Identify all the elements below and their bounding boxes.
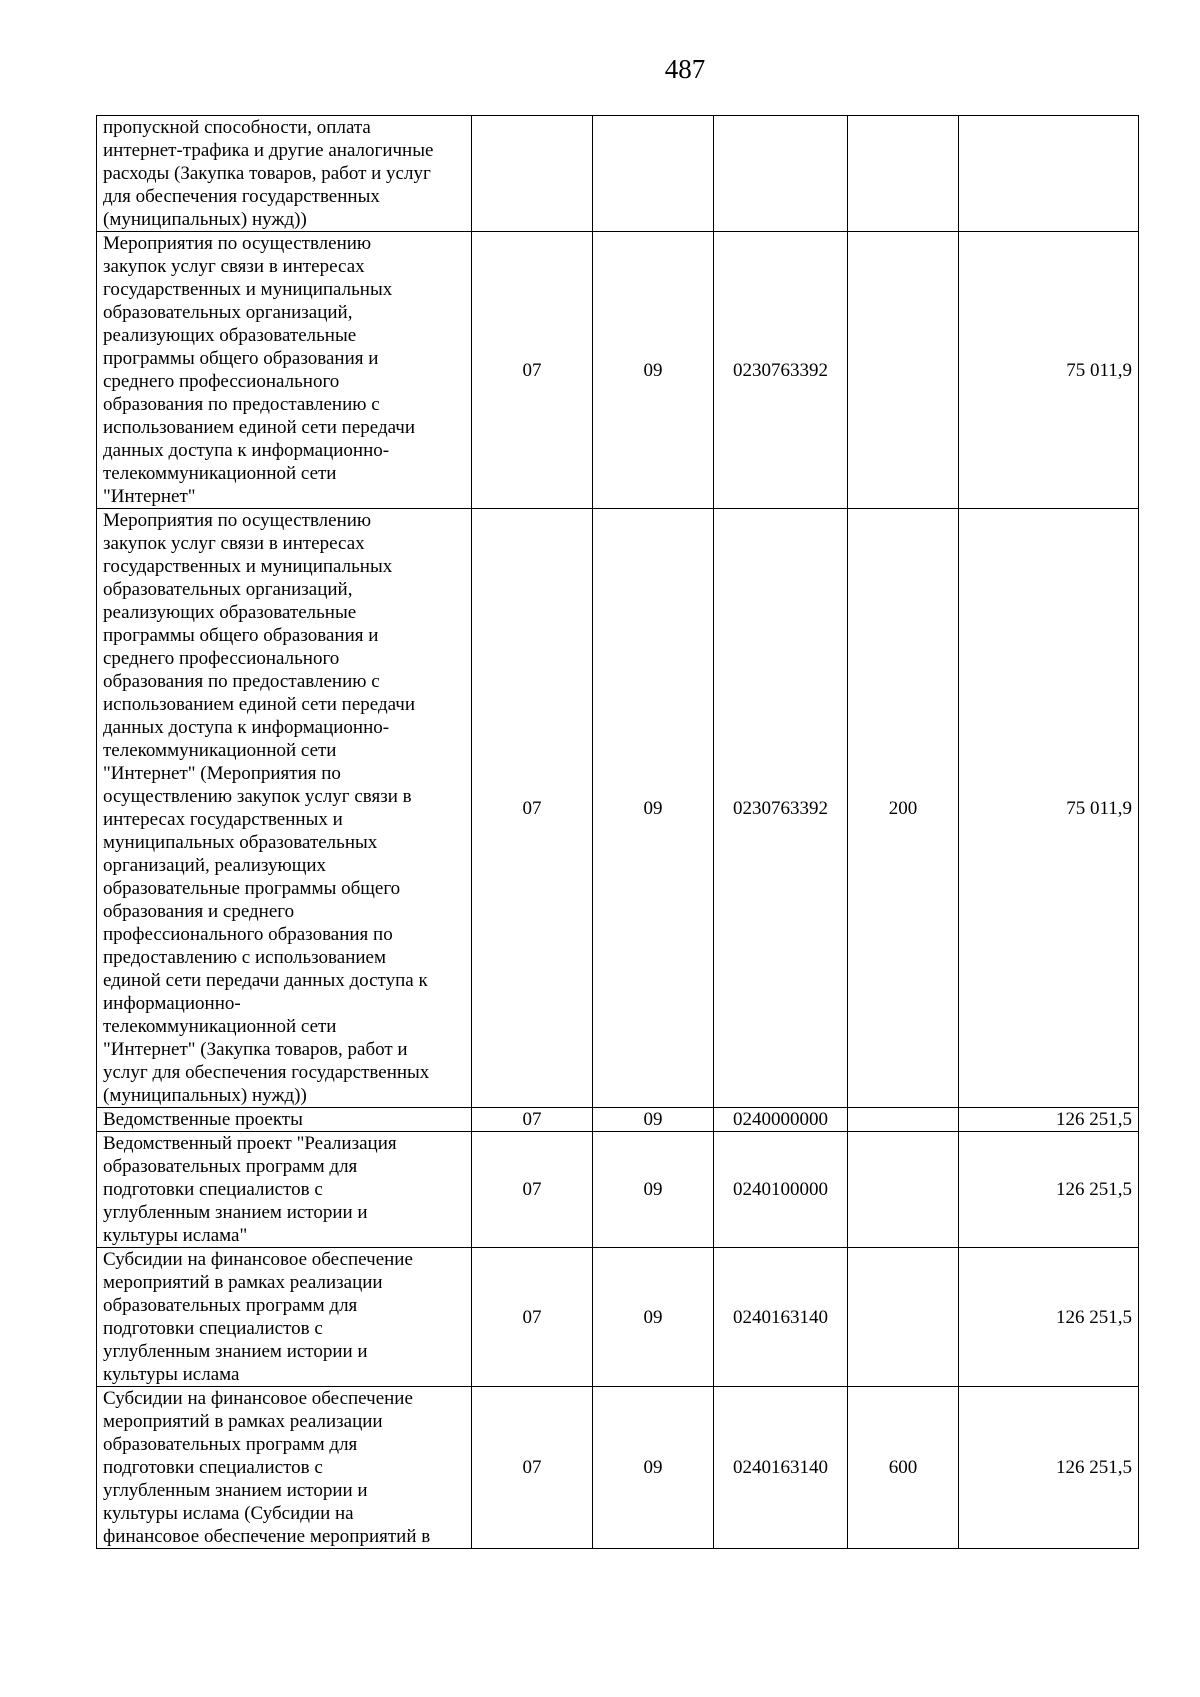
row-name-line: единой сети передачи данных доступа к xyxy=(103,970,428,991)
section-code-cell: 07 xyxy=(472,1248,593,1387)
section-code-cell: 07 xyxy=(472,1132,593,1248)
subsection-code-cell: 09 xyxy=(593,232,714,509)
section-code-cell xyxy=(472,116,593,232)
budget-table xyxy=(96,115,1139,1549)
expense-type-cell xyxy=(848,1132,959,1248)
row-name-line: образования по предоставлению с xyxy=(103,394,380,415)
row-name-line: осуществлению закупок услуг связи в xyxy=(103,786,412,807)
row-name-line: культуры ислама" xyxy=(103,1225,248,1246)
row-name-line: использованием единой сети передачи xyxy=(103,694,416,715)
subsection-code-cell: 09 xyxy=(593,1132,714,1248)
page-number: 487 xyxy=(664,54,706,84)
row-name-line: подготовки специалистов с xyxy=(103,1179,323,1200)
table-row xyxy=(97,116,1139,232)
row-name-line: услуг для обеспечения государственных xyxy=(103,1062,430,1083)
target-article-cell: 0240163140 xyxy=(714,1248,848,1387)
table-row xyxy=(97,1248,1139,1387)
row-name-line: образования по предоставлению с xyxy=(103,671,380,692)
row-name-line: образовательных программ для xyxy=(103,1434,358,1455)
section-code-cell: 07 xyxy=(472,232,593,509)
row-name-line: государственных и муниципальных xyxy=(103,556,393,577)
row-name-line: "Интернет" (Мероприятия по xyxy=(103,763,341,784)
row-name-line: пропускной способности, оплата xyxy=(103,117,371,138)
subsection-code-cell: 09 xyxy=(593,509,714,1108)
target-article-cell: 0240100000 xyxy=(714,1132,848,1248)
row-name-line: программы общего образования и xyxy=(103,348,379,369)
amount-cell: 126 251,5 xyxy=(959,1248,1139,1387)
section-code-cell: 07 xyxy=(472,509,593,1108)
row-name-line: углубленным знанием истории и xyxy=(103,1202,368,1223)
row-name-line: (муниципальных) нужд)) xyxy=(103,1085,307,1106)
row-name-line: государственных и муниципальных xyxy=(103,279,393,300)
amount-cell: 126 251,5 xyxy=(959,1108,1139,1132)
row-name-line: предоставлению с использованием xyxy=(103,947,386,968)
row-name-line: закупок услуг связи в интересах xyxy=(103,256,365,277)
amount-cell: 126 251,5 xyxy=(959,1387,1139,1549)
row-name-line: реализующих образовательные xyxy=(103,602,357,623)
target-article-cell xyxy=(714,116,848,232)
target-article-cell: 0230763392 xyxy=(714,509,848,1108)
row-name-line: телекоммуникационной сети xyxy=(103,740,337,761)
row-name-line: подготовки специалистов с xyxy=(103,1457,323,1478)
row-name-line: реализующих образовательные xyxy=(103,325,357,346)
row-name-cell xyxy=(97,1387,472,1549)
row-name-line: Мероприятия по осуществлению xyxy=(103,233,372,254)
budget-table-body xyxy=(97,116,1139,1549)
amount-cell: 75 011,9 xyxy=(959,232,1139,509)
section-code-cell: 07 xyxy=(472,1108,593,1132)
row-name-line: данных доступа к информационно- xyxy=(103,717,390,738)
subsection-code-cell: 09 xyxy=(593,1387,714,1549)
row-name-line: среднего профессионального xyxy=(103,371,340,392)
row-name-line: закупок услуг связи в интересах xyxy=(103,533,365,554)
target-article-cell: 0240000000 xyxy=(714,1108,848,1132)
row-name-line: образовательных организаций, xyxy=(103,579,353,600)
row-name-line: использованием единой сети передачи xyxy=(103,417,416,438)
table-row xyxy=(97,1132,1139,1248)
row-name-line: организаций, реализующих xyxy=(103,855,327,876)
table-row xyxy=(97,1108,1139,1132)
row-name-cell xyxy=(97,1248,472,1387)
table-row xyxy=(97,509,1139,1108)
row-name-line: Субсидии на финансовое обеспечение xyxy=(103,1388,413,1409)
subsection-code-cell: 09 xyxy=(593,1108,714,1132)
amount-cell xyxy=(959,116,1139,232)
row-name-cell xyxy=(97,116,472,232)
expense-type-cell xyxy=(848,1248,959,1387)
amount-cell: 126 251,5 xyxy=(959,1132,1139,1248)
subsection-code-cell: 09 xyxy=(593,1248,714,1387)
expense-type-cell: 200 xyxy=(848,509,959,1108)
subsection-code-cell xyxy=(593,116,714,232)
row-name-line: мероприятий в рамках реализации xyxy=(103,1272,383,1293)
row-name-line: расходы (Закупка товаров, работ и услуг xyxy=(103,163,431,184)
row-name-line: телекоммуникационной сети xyxy=(103,1016,337,1037)
section-code-cell: 07 xyxy=(472,1387,593,1549)
row-name-line: "Интернет" xyxy=(103,486,196,507)
row-name-line: образовательные программы общего xyxy=(103,878,401,899)
table-row xyxy=(97,1387,1139,1549)
expense-type-cell xyxy=(848,116,959,232)
row-name-line: финансовое обеспечение мероприятий в xyxy=(103,1526,431,1547)
row-name-line: мероприятий в рамках реализации xyxy=(103,1411,383,1432)
row-name-line: образовательных организаций, xyxy=(103,302,353,323)
row-name-cell xyxy=(97,1132,472,1248)
row-name-line: культуры ислама xyxy=(103,1364,240,1385)
row-name-line: подготовки специалистов с xyxy=(103,1318,323,1339)
row-name-line: углубленным знанием истории и xyxy=(103,1341,368,1362)
row-name-line: углубленным знанием истории и xyxy=(103,1480,368,1501)
row-name-line: интернет-трафика и другие аналогичные xyxy=(103,140,434,161)
row-name-line: информационно- xyxy=(103,993,241,1014)
row-name-line: для обеспечения государственных xyxy=(103,186,380,207)
row-name-cell xyxy=(97,232,472,509)
amount-cell: 75 011,9 xyxy=(959,509,1139,1108)
row-name-line: телекоммуникационной сети xyxy=(103,463,337,484)
row-name-line: культуры ислама (Субсидии на xyxy=(103,1503,354,1524)
table-row xyxy=(97,232,1139,509)
row-name-line: "Интернет" (Закупка товаров, работ и xyxy=(103,1039,408,1060)
row-name-line: данных доступа к информационно- xyxy=(103,440,390,461)
row-name-line: (муниципальных) нужд)) xyxy=(103,209,307,230)
row-name-line: профессионального образования по xyxy=(103,924,393,945)
row-name-line: Субсидии на финансовое обеспечение xyxy=(103,1249,413,1270)
expense-type-cell xyxy=(848,1108,959,1132)
row-name-line: Ведомственные проекты xyxy=(103,1109,303,1130)
target-article-cell: 0230763392 xyxy=(714,232,848,509)
expense-type-cell xyxy=(848,232,959,509)
row-name-line: Ведомственный проект "Реализация xyxy=(103,1133,397,1154)
row-name-cell xyxy=(97,1108,472,1132)
row-name-line: программы общего образования и xyxy=(103,625,379,646)
expense-type-cell: 600 xyxy=(848,1387,959,1549)
row-name-line: среднего профессионального xyxy=(103,648,340,669)
row-name-line: образования и среднего xyxy=(103,901,295,922)
row-name-line: образовательных программ для xyxy=(103,1295,358,1316)
row-name-line: образовательных программ для xyxy=(103,1156,358,1177)
target-article-cell: 0240163140 xyxy=(714,1387,848,1549)
row-name-line: муниципальных образовательных xyxy=(103,832,378,853)
row-name-line: интересах государственных и xyxy=(103,809,343,830)
row-name-cell xyxy=(97,509,472,1108)
row-name-line: Мероприятия по осуществлению xyxy=(103,510,372,531)
